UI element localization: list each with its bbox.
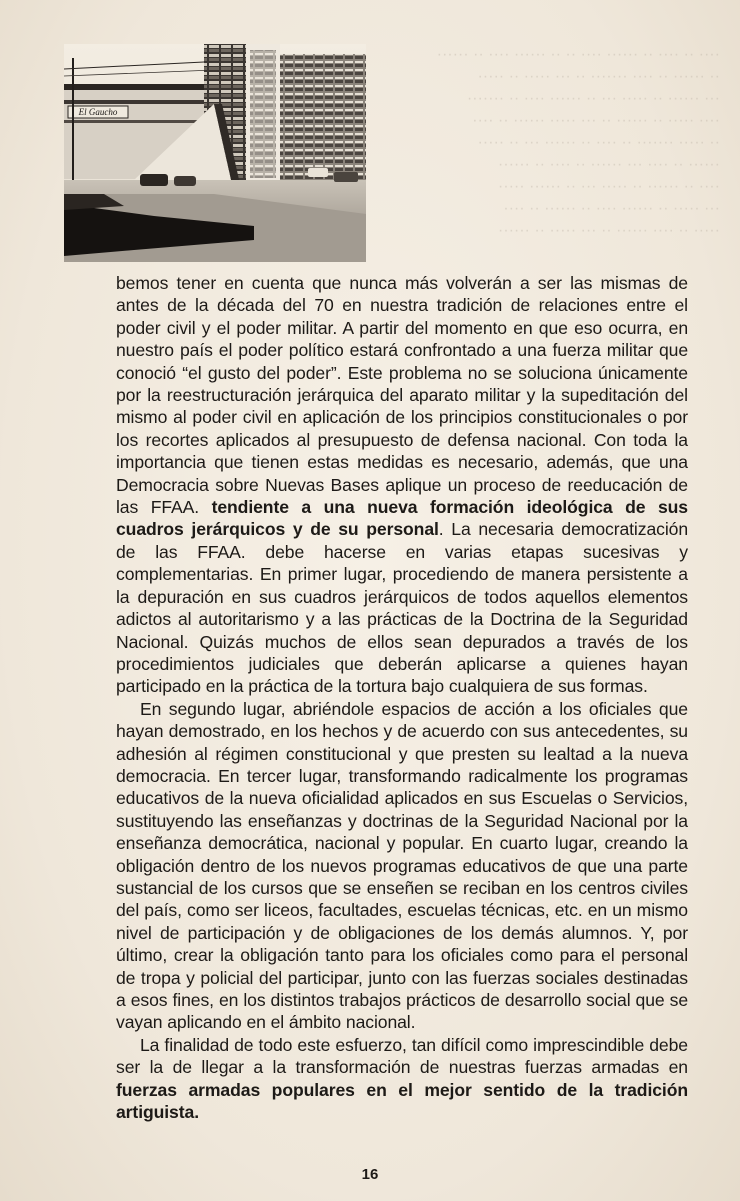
text-run: La finalidad de todo este esfuerzo, tan difícil como imprescindible debe ser la de llegar a la transformación de nuestras fuerzas armadas en	[116, 1034, 688, 1078]
paragraph-1	[116, 272, 688, 698]
street-photo	[64, 44, 366, 262]
paragraph-3	[116, 1034, 688, 1124]
text-run: En segundo lugar, abriéndole espacios de acción a los oficiales que hayan demostrado, en los hechos y de acuerdo con sus antecedentes, su adhesión al régimen constitucional y que presten su lealtad a la nueva democracia. En tercer lugar, transformando radicalmente los programas educativos de la nueva oficialidad aplicados en sus Escuelas o Servicios, sustituyendo las enseñanzas y doctrinas de la Seguridad Nacional por la enseñanza democrática, nacional y popular. En cuarto lugar, creando la obligación dentro de los nuevos programas educativos de que una parte sustancial de los cursos que se enseñen se reciban en los centros civiles del país, como ser liceos, facultades, escuelas técnicas, etc. en un mismo nivel de participación y de obligaciones de los demás alumnos. Y, por último, crear la obligación tanto para los oficiales como para el personal de tropa y policial del participar, junto con las fuerzas sociales destinadas a esos fines, en los distintos trabajos prácticos de desarrollo social que se vayan aplicando en el ámbito nacional.	[116, 698, 688, 1033]
bold-emphasis: tendiente a una nueva formación ideológica de sus cuadros jerárquicos y de su personal	[116, 497, 688, 540]
text-run: bemos tener en cuenta que nunca más volverán a ser las mismas de antes de la década del 70 en nuestra tradición de relaciones entre el poder civil y el poder militar. A partir del momento en que eso ocurra, en nuestro país el poder político estará confrontado a una fuerza militar que conoció “el gusto del poder”. Este problema no se soluciona únicamente por la reestructuración jerárquica del aparato militar y la supeditación del mismo al poder civil en aplicación de los principios constitucionales o por los recortes aplicados al presupuesto de defensa nacional. Con toda la importancia que tienen estas medidas es necesario, además, que una Democracia sobre Nuevas Bases aplique un proceso de reeducación de las FFAA.	[116, 273, 688, 518]
show-through-texture: ···· ·· ···· ·· ······ ···· ·· ·· ······ ···· ·· ······ ·· ······ ·· ···· ······· ·· ··· ····· ·· ····· ··· ······ ·· ····· ··· ·· ······ ···· ·· ······· ···· ····· ·· ······ ·· ··· ····· ······ ·· ···· ·· ····· ······· ·· ···· ·· ······ ··· ·· ····· ······ ·· ···· ··· ······ ·· ···· ·· ······ ···· ·· ······ ·· ····· ··· ·· ······ ····· ··· ····· ·· ······ ···· ·· ······ ·· ···· ····· ·· ···· ······ ·· ··· ····· ·· ······	[436, 46, 720, 239]
paragraph-2	[116, 698, 688, 1034]
page-number: 16	[361, 1166, 379, 1183]
text-run: . La necesaria democratización de las FFAA. debe hacerse en varias etapas sucesivas y complementarias. En primer lugar, procediendo de manera persistente a la depuración en sus cuadros jerárquicos de todos aquellos elementos adictos al autoritarismo y a las prácticas de la Doctrina de la Seguridad Nacional. Quizás muchos de ellos sean depurados a través de los procedimientos judiciales que deberán aplicarse a quienes hayan participado en la práctica de la tortura bajo cualquiera de sus formas.	[116, 519, 688, 697]
article-body	[116, 272, 688, 1123]
shop-sign-text: El Gaucho	[78, 107, 118, 117]
bold-emphasis: fuerzas armadas populares en el mejor sentido de la tradición artiguista.	[116, 1079, 688, 1123]
